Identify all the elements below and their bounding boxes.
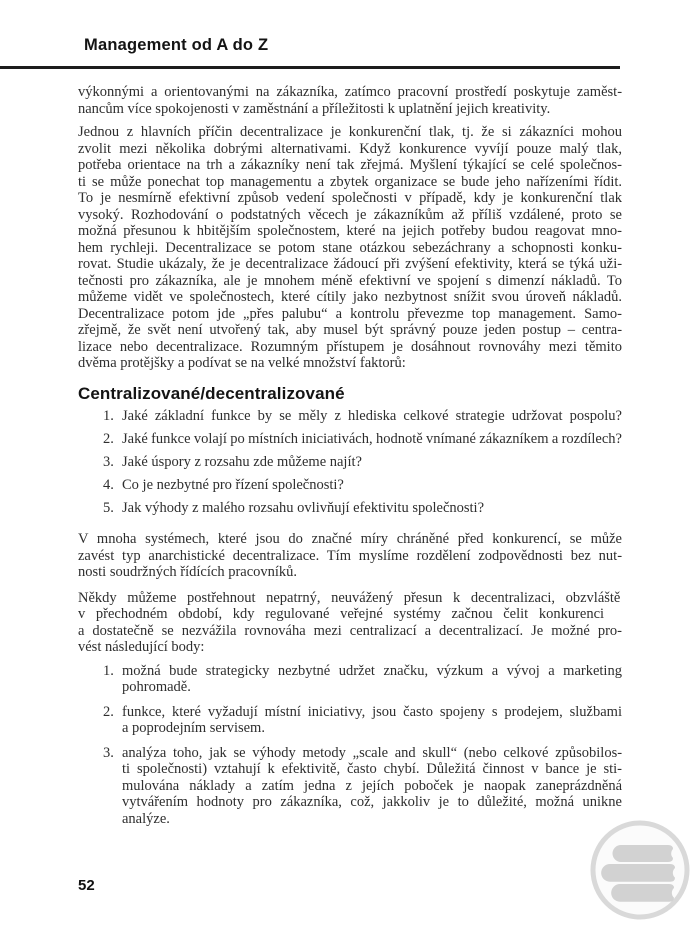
text-line: hem rychleji. Decentralizace se potom stane otázkou sebezáchrany a schopnosti konku- [78, 239, 623, 256]
text-line: zvolit mezi několika dobrými alternativami. Když konkurence vyvíjí pouze malý tlak, [78, 140, 622, 157]
numbered-points-list [78, 663, 622, 828]
list-item-number: 5. [103, 499, 114, 516]
list-item-number: 1. [103, 662, 114, 679]
text-line: Jaké základní funkce by se měly z hlediska celkové strategie udržovat pospolu? [122, 407, 622, 424]
list-item-number: 2. [103, 430, 114, 447]
list-item-text [122, 704, 622, 737]
list-item-number: 3. [103, 453, 114, 470]
list-item [78, 477, 622, 494]
text-line: zřejmě, že svět není utvořený tak, aby musel být správný pouze jeden postup – centra- [78, 322, 623, 338]
list-item [78, 704, 622, 737]
text-line: dvěma protějšky a podívat se na velké množství faktorů: [78, 355, 406, 371]
logo-book-top [613, 845, 674, 862]
list-item [78, 500, 622, 517]
paragraph-4 [78, 590, 622, 656]
logo-book-bottom [611, 884, 674, 902]
list-item [78, 408, 622, 425]
list-item [78, 431, 622, 448]
list-item [78, 745, 622, 828]
text-line: nosti soudržných řídících pracovníků. [78, 564, 298, 580]
paragraph-2 [78, 124, 622, 372]
list-item-text [122, 454, 622, 471]
list-item-text [122, 663, 622, 696]
text-line: můžeme vidět ve společnostech, které cítily jako nezbytnost snížit svou úroveň nákladů. [78, 289, 623, 305]
text-line: Jaké úspory z rozsahu zde můžeme najít? [122, 453, 362, 470]
logo-book-middle [601, 864, 675, 882]
text-line: Co je nezbytné pro řízení společnosti? [122, 476, 344, 493]
text-line: a dostatečně se nezvážila rovnováha mezi centralizací a decentralizací. Je možné pro- [78, 622, 623, 639]
text-line: funkce, které vyžadují místní iniciativy, jsou často spojeny s prodejem, službami [122, 703, 622, 720]
list-item-number: 3. [103, 744, 114, 761]
list-item-text [122, 431, 622, 448]
page-body [78, 84, 622, 835]
text-line: analýza toho, jak se výhody metody „scale and skull“ (nebo celkové způsobilos- [122, 744, 623, 761]
header-rule [0, 66, 620, 69]
question-list [78, 408, 622, 517]
paragraph-3 [78, 531, 622, 581]
text-line: potřeba orientace na trh a zákazníky není tak zřejmá. Myšlení týkající se celé společnos- [78, 157, 622, 173]
text-line: Jaké funkce volají po místních iniciativách, hodnotě vnímané zákazníkem a rozdílech? [122, 430, 622, 447]
page-number: 52 [78, 877, 95, 894]
text-line: analýze. [122, 810, 170, 827]
list-item-number: 2. [103, 703, 114, 720]
text-line: vést následující body: [78, 639, 205, 655]
text-line: Jak výhody z malého rozsahu ovlivňují efektivitu společnosti? [122, 499, 485, 516]
text-line: vytvářením hodnoty pro zákazníka, což, jakkoliv je to důležité, možná unikne [122, 794, 622, 810]
text-line: tečnosti pro zákazníka, ale je mnohem méně efektivní ve spojení s dimenzí nákladů. To [78, 272, 623, 289]
list-item [78, 454, 622, 471]
publisher-books-logo [588, 818, 692, 922]
list-item-number: 4. [103, 476, 114, 493]
text-line: možná bude strategicky nezbytné udržet značku, výzkum a vývoj a marketing [122, 662, 622, 679]
text-line: V mnoha systémech, které jsou do značné míry chráněné před konkurencí, se může [78, 531, 622, 547]
text-line: Decentralizace potom jde „přes palubu“ a kontrolu převezme top management. Samo- [78, 305, 622, 322]
section-heading: Centralizované/decentralizované [78, 383, 345, 403]
text-line: To je nesmírně efektivní způsob vedení společnosti v případě, kdy je konkurenční tlak [78, 190, 623, 206]
text-line: ti společnosti) vztahují k efektivitě, často chybí. Důležitá činnost v bance je sti- [122, 761, 623, 777]
text-line: mulována náklady a zatím jedna z jejích poboček je naopak zaneprázdněná [122, 777, 623, 794]
text-line: v přechodném období, kdy regulované veřejné systémy začnou čelit konkurenci [78, 606, 605, 622]
text-line: ti se může ponechat top managementu a zbytek organizace se bude jeho nařízeními řídit. [78, 173, 623, 190]
list-item-text [122, 500, 622, 517]
text-line: lizace nebo decentralizace. Rozumným přístupem je dosáhnout rovnováhy mezi těmito [78, 338, 622, 355]
text-line: rovat. Studie ukázaly, že je decentralizace žádoucí při zvýšení efektivity, která se týká uži- [78, 256, 623, 272]
list-item [78, 663, 622, 696]
list-item-text [122, 745, 622, 828]
text-line: a poprodejním servisem. [122, 720, 265, 736]
text-line: možná přesunou k hbitějším společnostem, které na jejich potřeby budou reagovat mno- [78, 223, 622, 239]
list-item-text [122, 408, 622, 425]
text-line: výkonnými a orientovanými na zákazníka, zatímco pracovní prostředí poskytuje zaměst- [78, 84, 623, 100]
list-item-number: 1. [103, 407, 114, 424]
text-line: zavést typ anarchistické decentralizace. Tím myslíme rozdělení zodpovědnosti bez nut- [78, 547, 623, 564]
paragraph-1 [78, 84, 622, 117]
text-line: nancům více spokojenosti v zaměstnání a příležitosti k uplatnění jejich kreativity. [78, 100, 551, 117]
page-header-title: Management od A do Z [84, 36, 269, 54]
text-line: Někdy můžeme postřehnout nepatrný, neuvážený přesun k decentralizaci, obzvláště [78, 589, 621, 606]
text-line: pohromadě. [122, 679, 191, 695]
text-line: Jednou z hlavních příčin decentralizace je konkurenční tlak, tj. že si zákazníci mohou [78, 124, 623, 140]
text-line: vysoký. Rozhodování o podstatných věcech je zákazníkům až příliš vzdálené, proto se [78, 206, 622, 223]
list-item-text [122, 477, 622, 494]
